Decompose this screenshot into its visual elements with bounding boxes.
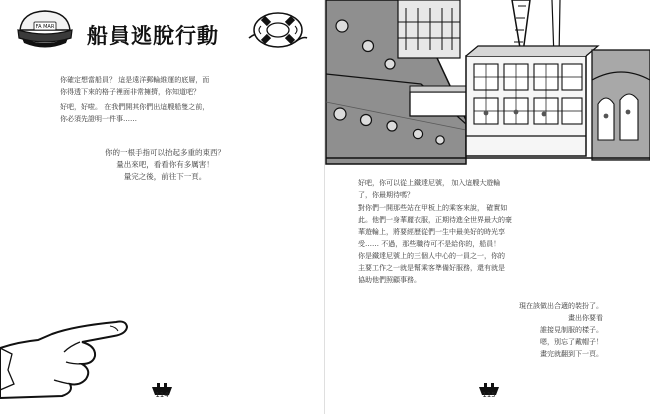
- poem-line: 現在該做出合適的裝扮了。: [519, 302, 603, 310]
- poem-line: 嗯，別忘了戴帽子！: [540, 338, 603, 346]
- text-line: 你必須先證明一件事……: [60, 115, 137, 123]
- text-line: 好吧，你可以從上鐵達尼號， 加入這艘大遊輪: [358, 179, 501, 187]
- text-line: 你是鐵達尼號上的三個人中心的一員之一，你的: [358, 252, 505, 260]
- instruction-poem: [75, 147, 255, 183]
- text-line: 對你們一開那些站在甲板上的乘客來說， 確實如: [358, 204, 508, 212]
- page-number: 115: [482, 391, 496, 399]
- page-number: 114: [155, 391, 169, 399]
- challenge-paragraph: [60, 101, 209, 125]
- poem-line: 量出來吧，看看你有多厲害！: [116, 160, 214, 169]
- instruction-poem: [493, 300, 603, 360]
- life-ring-illustration: [247, 8, 309, 54]
- text-line: 協助他們照顧事務。: [358, 276, 421, 284]
- poem-line: 畫出你要看: [568, 314, 603, 322]
- text-line: 主要工作之一就是幫乘客準備好服務，還有就是: [358, 264, 505, 272]
- intro-paragraph: [358, 177, 500, 201]
- poem-line: 誰接見制服的樣子。: [540, 326, 603, 334]
- poem-line: 量完之後，前往下一頁。: [123, 172, 207, 181]
- intro-paragraph: [60, 74, 209, 98]
- text-line: 此。他們一身華麗衣服，正期待進全世界最大的豪: [358, 216, 512, 224]
- text-line: 好吧，好啦。 在我們開其你們出這艘船隻之前，: [60, 103, 210, 111]
- titanic-ship-illustration: [326, 0, 650, 164]
- crew-paragraph: [358, 250, 505, 286]
- poem-line: 你的一根手指可以抬起多重的東西？: [105, 148, 225, 157]
- text-line: 受…… 不過，那些職待可不是給你的，船員！: [358, 240, 501, 248]
- text-line: 了，你最期待嗎？: [358, 191, 414, 199]
- sailor-cap-illustration: [14, 8, 76, 48]
- poem-line: 畫完就翻到下一頁。: [540, 350, 603, 358]
- text-line: 華遊輪上，將要經歷從們一生中最美好的時光享: [358, 228, 505, 236]
- text-line: 你得透下來的格子裡面非常擁擠，你知道吧？: [60, 88, 200, 96]
- page-title: 船員逃脫行動: [87, 24, 219, 48]
- passenger-paragraph: [358, 202, 512, 250]
- cap-badge-text: FA MAR: [35, 24, 55, 30]
- pointing-hand-illustration: [0, 300, 160, 400]
- text-line: 你確定想當船員？ 這是遠洋郵輪維運的底層，而: [60, 76, 210, 84]
